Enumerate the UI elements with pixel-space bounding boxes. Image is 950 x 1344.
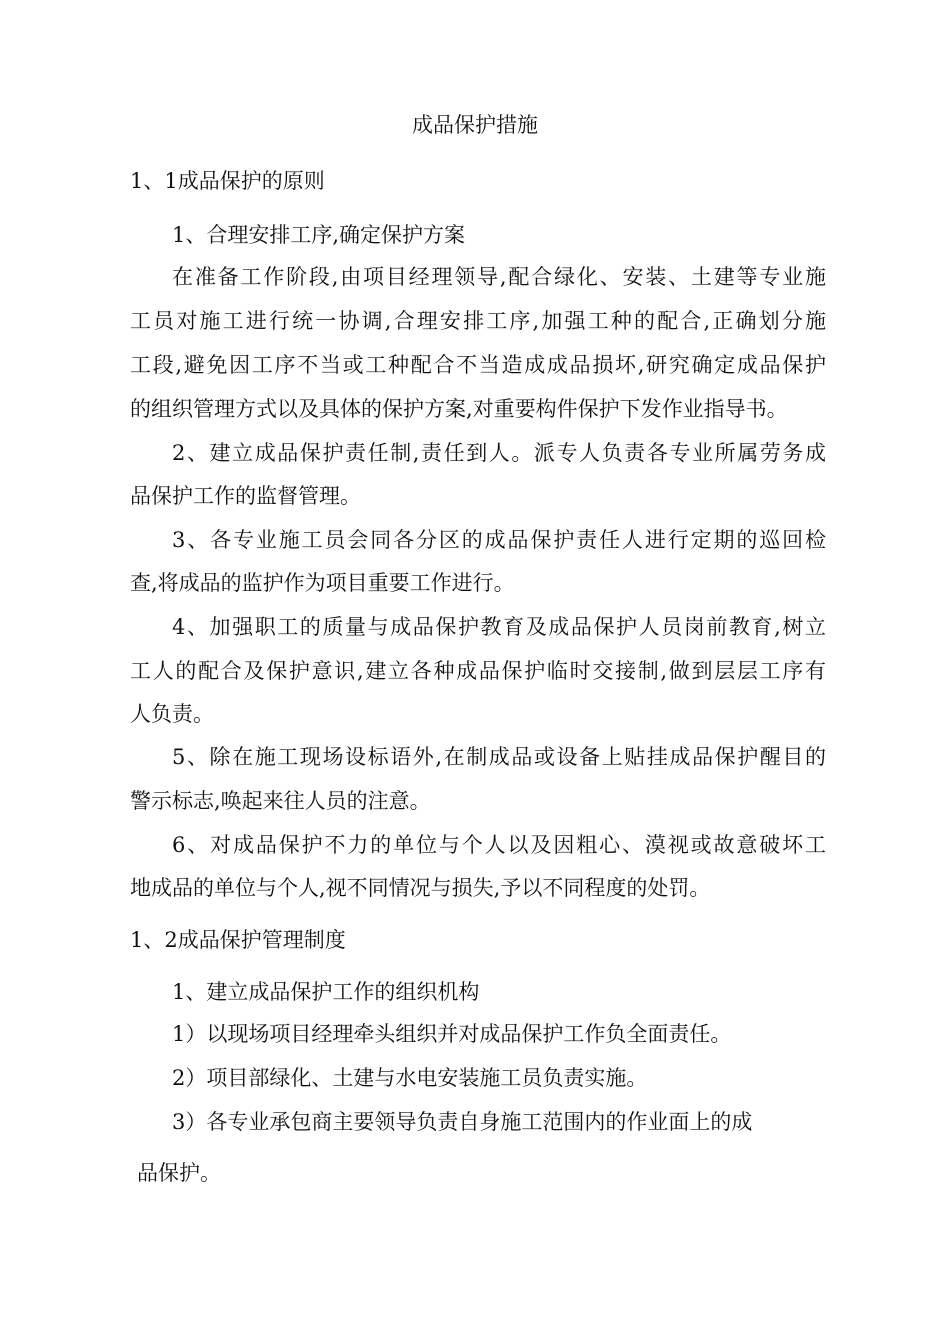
paragraph-line: 的组织管理方式以及具体的保护方案,对重要构件保护下发作业指导书。 xyxy=(130,397,788,421)
section-heading-1-1: 1、1成品保护的原则 xyxy=(130,169,325,193)
subsection-heading-1: 1、建立成品保护工作的组织机构 xyxy=(172,980,480,1004)
paragraph-line: 工员对施工进行统一协调,合理安排工序,加强工种的配合,正确划分施 xyxy=(130,309,826,333)
paragraph-line: 工段,避免因工序不当或工种配合不当造成成品损坏,研究确定成品保护 xyxy=(130,353,826,377)
page-title: 成品保护措施 xyxy=(412,113,538,137)
paragraph-line: 品保护工作的监督管理。 xyxy=(130,484,361,508)
list-item-continuation: 品保护。 xyxy=(137,1161,221,1185)
list-item: 3）各专业承包商主要领导负责自身施工范围内的作业面上的成 xyxy=(172,1110,753,1134)
paragraph-line: 6、对成品保护不力的单位与个人以及因粗心、漠视或故意破坏工 xyxy=(172,833,826,857)
paragraph-line: 4、加强职工的质量与成品保护教育及成品保护人员岗前教育,树立 xyxy=(172,615,826,639)
paragraph-line: 地成品的单位与个人,视不同情况与损失,予以不同程度的处罚。 xyxy=(130,876,711,900)
subsection-heading-1: 1、合理安排工序,确定保护方案 xyxy=(172,223,466,247)
paragraph-line: 2、建立成品保护责任制,责任到人。派专人负责各专业所属劳务成 xyxy=(172,441,826,465)
paragraph-line: 5、除在施工现场设标语外,在制成品或设备上贴挂成品保护醒目的 xyxy=(172,745,826,769)
list-item: 2）项目部绿化、土建与水电安装施工员负责实施。 xyxy=(172,1066,648,1090)
paragraph-line: 3、各专业施工员会同各分区的成品保护责任人进行定期的巡回检 xyxy=(172,528,826,552)
paragraph-line: 人负责。 xyxy=(130,702,214,726)
paragraph-line: 工人的配合及保护意识,建立各种成品保护临时交接制,做到层层工序有 xyxy=(130,659,826,683)
paragraph-line: 查,将成品的监护作为项目重要工作进行。 xyxy=(130,571,515,595)
paragraph-line: 警示标志,唤起来往人员的注意。 xyxy=(130,789,431,813)
paragraph-line: 在准备工作阶段,由项目经理领导,配合绿化、安装、土建等专业施 xyxy=(172,265,826,289)
list-item: 1）以现场项目经理牵头组织并对成品保护工作负全面责任。 xyxy=(172,1022,732,1046)
section-heading-1-2: 1、2成品保护管理制度 xyxy=(130,928,346,952)
